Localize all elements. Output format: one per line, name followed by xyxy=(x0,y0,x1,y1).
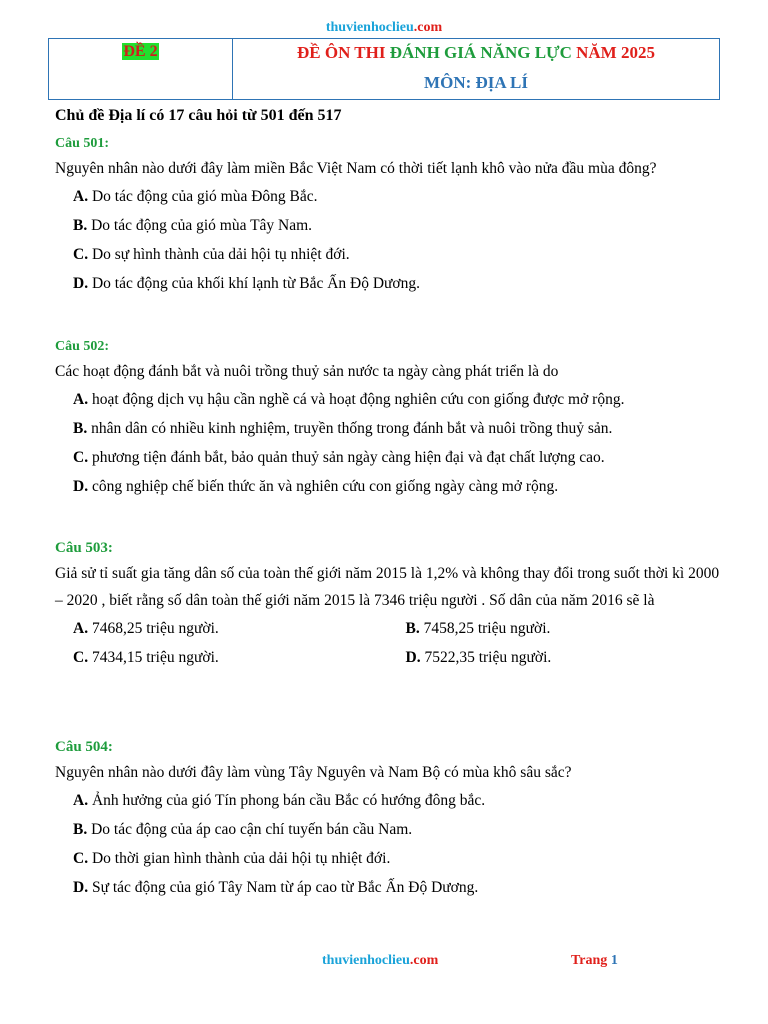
option: D. 7522,35 triệu người. xyxy=(405,649,552,666)
question-block xyxy=(55,136,720,298)
option: D. Sự tác động của gió Tây Nam từ áp cao từ Bắc Ấn Độ Dương. xyxy=(73,879,479,896)
site-domain: .com xyxy=(413,20,443,35)
question-text: Nguyên nhân nào dưới đây làm miền Bắc Việt Nam có thời tiết lạnh khô vào nửa đầu mùa đông? xyxy=(55,160,657,177)
option: C. phương tiện đánh bắt, bảo quản thuỷ sản ngày càng hiện đại và đạt chất lượng cao. xyxy=(73,449,605,466)
option: B. Do tác động của gió mùa Tây Nam. xyxy=(73,217,313,234)
page-number: Trang 1 xyxy=(571,953,618,968)
exam-subject: MÔN: ĐỊA LÍ xyxy=(424,73,528,92)
option: D. Do tác động của khối khí lạnh từ Bắc Ấn Độ Dương. xyxy=(73,275,421,292)
question-number: Câu 502: xyxy=(55,339,110,354)
exam-title: ĐỀ ÔN THI ĐÁNH GIÁ NĂNG LỰC NĂM 2025 xyxy=(297,43,655,62)
option: B. nhân dân có nhiều kinh nghiệm, truyền thống trong đánh bắt và nuôi trồng thuỷ sản. xyxy=(73,420,613,437)
option: A. Ảnh hưởng của gió Tín phong bán cầu Bắc có hướng đông bắc. xyxy=(73,792,486,809)
header-right-cell xyxy=(233,39,719,99)
question-text: Các hoạt động đánh bắt và nuôi trồng thuỷ sản nước ta ngày càng phát triển là do xyxy=(55,363,559,380)
question-number: Câu 503: xyxy=(55,540,113,556)
question-number: Câu 501: xyxy=(55,136,110,151)
site-name: thuvienhoclieu xyxy=(325,20,414,35)
site-header-link[interactable] xyxy=(0,20,768,36)
exam-header-table xyxy=(48,38,720,100)
question-text: Giả sử tỉ suất gia tăng dân số của toàn thế giới năm 2015 là 1,2% và không thay đổi trong suốt thời kì 2000 – 2020 , biết rằng số dân toàn thế giới năm 2015 là 7346 triệu người . Số dân của năm 2016 sẽ là xyxy=(55,565,720,609)
question-block xyxy=(55,739,720,902)
option-row xyxy=(55,614,720,643)
option: A. hoạt động dịch vụ hậu cần nghề cá và hoạt động nghiên cứu con giống được mở rộng. xyxy=(73,391,625,408)
option: B. 7458,25 triệu người. xyxy=(405,620,551,637)
question-number: Câu 504: xyxy=(55,739,113,755)
option: A. 7468,25 triệu người. xyxy=(73,620,219,637)
option: D. công nghiệp chế biến thức ăn và nghiên cứu con giống ngày càng mở rộng. xyxy=(73,478,559,495)
option: C. Do thời gian hình thành của dải hội tụ nhiệt đới. xyxy=(73,850,391,867)
site-footer-link[interactable]: thuvienhoclieu.com xyxy=(322,953,439,968)
option: C. Do sự hình thành của dải hội tụ nhiệt đới. xyxy=(73,246,350,263)
question-block xyxy=(55,540,720,672)
question-text: Nguyên nhân nào dưới đây làm vùng Tây Nguyên và Nam Bộ có mùa khô sâu sắc? xyxy=(55,764,572,781)
option: C. 7434,15 triệu người. xyxy=(73,649,219,666)
exam-number-badge: ĐỀ 2 xyxy=(123,43,158,60)
option-row xyxy=(55,643,720,672)
option: B. Do tác động của áp cao cận chí tuyến bán cầu Nam. xyxy=(73,821,413,838)
header-left-cell xyxy=(49,39,233,99)
topic-intro: Chủ đề Địa lí có 17 câu hỏi từ 501 đến 517 xyxy=(55,107,342,124)
option: A. Do tác động của gió mùa Đông Bắc. xyxy=(73,188,318,205)
question-block xyxy=(55,339,720,501)
